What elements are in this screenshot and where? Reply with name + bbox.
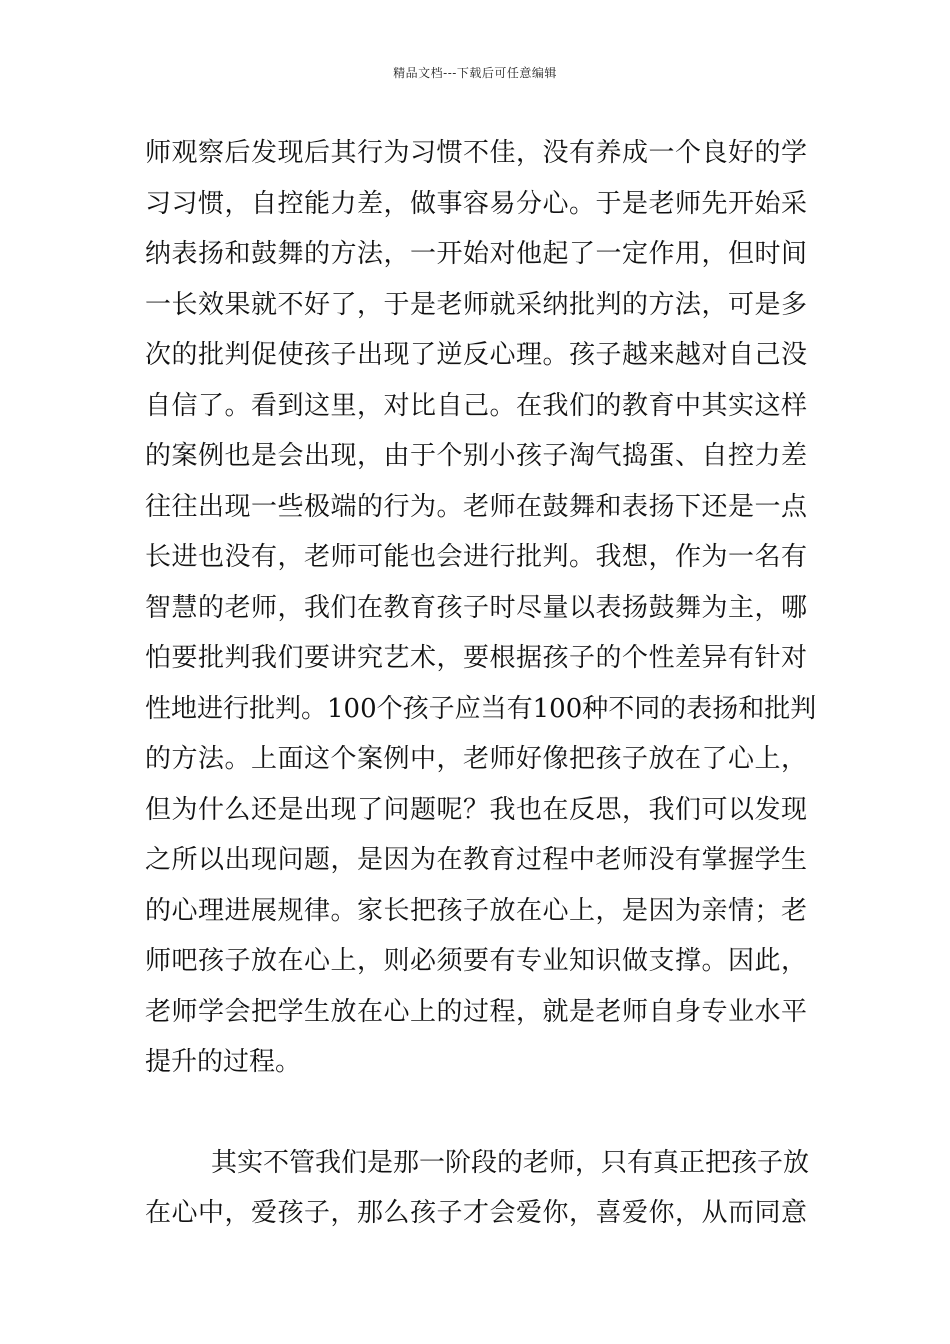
text-line: 一长效果就不好了，于是老师就采纳批判的方法，可是多: [145, 289, 807, 320]
document-body: [145, 128, 817, 1239]
text-line: 师吧孩子放在心上，则必须要有专业知识做支撑。因此，: [145, 946, 807, 976]
text-line: 的案例也是会出现，由于个别小孩子淘气捣蛋、自控力差: [145, 441, 807, 471]
text-line: 自信了。看到这里，对比自己。在我们的教育中其实这样: [145, 390, 807, 421]
text-line: 师观察后发现后其行为习惯不佳，没有养成一个良好的学: [145, 138, 807, 168]
text-line: 性地进行批判。100个孩子应当有100种不同的表扬和批判: [145, 693, 817, 724]
paragraph-1: [145, 128, 817, 1088]
text-line: 但为什么还是出现了问题呢？我也在反思，我们可以发现: [145, 794, 807, 825]
text-line: 的心理进展规律。家长把孩子放在心上，是因为亲情；老: [145, 895, 807, 926]
text-line: 的方法。上面这个案例中，老师好像把孩子放在了心上，: [145, 744, 807, 774]
text-line: 次的批判促使孩子出现了逆反心理。孩子越来越对自己没: [145, 340, 807, 370]
text-line: 其实不管我们是那一阶段的老师，只有真正把孩子放: [211, 1147, 810, 1178]
paragraph-2: [145, 1138, 810, 1239]
paragraph-spacer: [145, 1088, 807, 1138]
text-line: 老师学会把学生放在心上的过程，就是老师自身专业水平: [145, 996, 807, 1027]
text-line: 提升的过程。: [145, 1047, 302, 1077]
text-line: 在心中，爱孩子，那么孩子才会爱你，喜爱你，从而同意: [145, 1198, 807, 1228]
text-line: 往往出现一些极端的行为。老师在鼓舞和表扬下还是一点: [145, 491, 807, 522]
text-line: 长进也没有，老师可能也会进行批判。我想，作为一名有: [145, 542, 807, 572]
text-line: 纳表扬和鼓舞的方法，一开始对他起了一定作用，但时间: [145, 239, 807, 269]
text-line: 之所以出现问题，是因为在教育过程中老师没有掌握学生: [145, 845, 807, 875]
text-line: 习习惯，自控能力差，做事容易分心。于是老师先开始采: [145, 188, 807, 219]
text-line: 怕要批判我们要讲究艺术，要根据孩子的个性差异有针对: [145, 643, 807, 673]
text-line: 智慧的老师，我们在教育孩子时尽量以表扬鼓舞为主，哪: [145, 592, 807, 623]
page-header: 精品文档---下载后可任意编辑: [393, 66, 557, 80]
